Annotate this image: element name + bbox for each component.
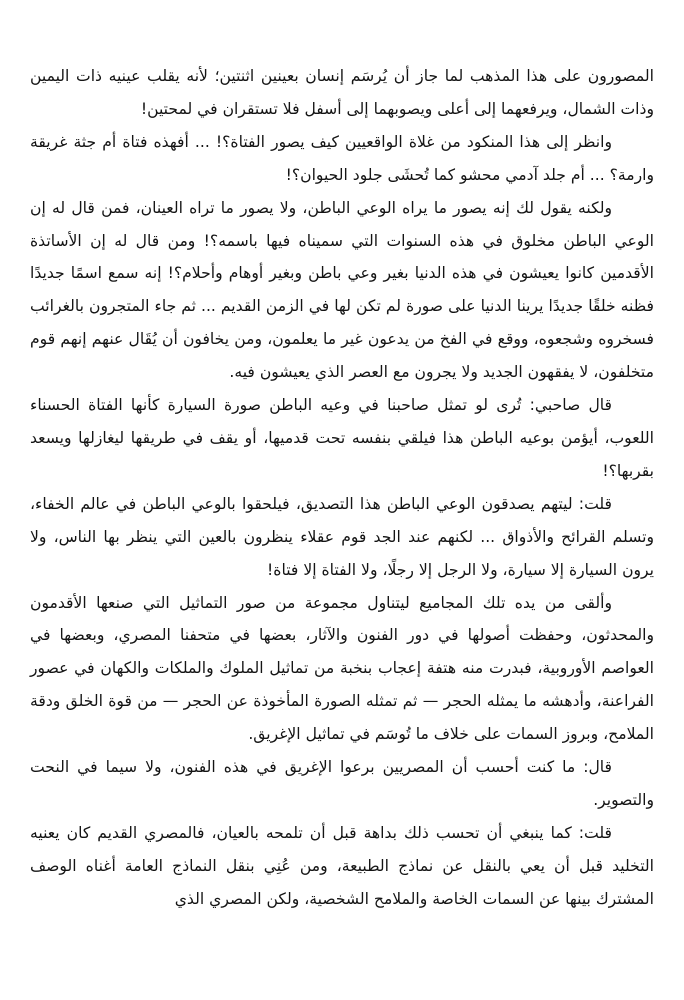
paragraph-2: وانظر إلى هذا المنكود من غلاة الواقعيين كيف يصور الفتاة؟! ... أفهذه فتاة أم جثة غريقة وارمة؟ ... أم جلد آدمي محشو كما تُحشَى جلود الحيوان؟! [30, 132, 654, 184]
paragraph-7: قال: ما كنت أحسب أن المصريين برعوا الإغريق في هذه الفنون، ولا سيما في النحت والتصوير. [30, 758, 654, 809]
paragraph-8: قلت: كما ينبغي أن تحسب ذلك بداهة قبل أن تلمحه بالعيان، فالمصري القديم كان يعنيه التخليد قبل أن يعي بالنقل عن نماذج الطبيعة، ومن عُنِي بنقل النماذج العامة أغناه الوصف المشترك بينها عن السمات الخاصة والملامح الشخصية، ولكن المصري الذي [30, 823, 654, 908]
page-text [30, 60, 654, 1000]
paragraph-4: قال صاحبي: تُرى لو تمثل صاحبنا في وعيه الباطن صورة السيارة كأنها الفتاة الحسناء اللعوب، أيؤمن بوعيه الباطن هذا فيلقي بنفسه تحت قدميها، أو يقف في طريقها ليغازلها ويسعد بقربها؟! [30, 396, 654, 480]
paragraph-5: قلت: ليتهم يصدقون الوعي الباطن هذا التصديق، فيلحقوا بالوعي الباطن في عالم الخفاء، وتسلم القرائح والأذواق ... لكنهم عند الجد قوم عقلاء ينظرون بالعين التي ينظر بها الناس، ولا يرون السيارة إلا سيارة، ولا الرجل إلا رجلًا، ولا الفتاة إلا فتاة! [30, 494, 654, 579]
paragraph-6: وألقى من يده تلك المجاميع ليتناول مجموعة من صور التماثيل التي صنعها الأقدمون والمحدثون، وحفظت أصولها في دور الفنون والآثار، بعضها في متحفنا المصري، وبعضها في العواصم الأوروبية، فبدرت منه هتفة إعجاب بنخبة من تماثيل الملوك والملكات والكهان في عصور الفراعنة، وأدهشه ما يمثله الحجر — ثم تمثله الصورة المأخوذة عن الحجر — من قوة الخلق ودقة الملامح، وبروز السمات على خلاف ما تُوسَم في تماثيل الإغريق. [30, 593, 654, 744]
paragraph-1: المصورون على هذا المذهب لما جاز أن يُرسَم إنسان بعينين اثنتين؛ لأنه يقلب عينيه ذات اليمين وذات الشمال، ويرفعهما إلى أعلى ويصوبهما إلى أسفل فلا تستقران في لمحتين! [30, 67, 654, 118]
paragraph-3: ولكنه يقول لك إنه يصور ما يراه الوعي الباطن، ولا يصور ما تراه العينان، فمن قال له إن الوعي الباطن مخلوق في هذه السنوات التي سميناه فيها باسمه؟! ومن قال له إن الأساتذة الأقدمين كانوا يعيشون في هذه الدنيا بغير وعي باطن وبغير أوهام وأحلام؟! إنه سمع اسمًا جديدًا فظنه خلقًا جديدًا يرينا الدنيا على صورة لم تكن لها في الزمن القديم ... ثم جاء المتجرون بالغرائب فسخروه وشجعوه، ووقع في الفخ من يدعون غير ما يعلمون، ومن يخافون أن يُقَال عنهم إنهم قوم متخلفون، لا يفقهون الجديد ولا يجرون مع العصر الذي يعيشون فيه. [30, 198, 654, 382]
